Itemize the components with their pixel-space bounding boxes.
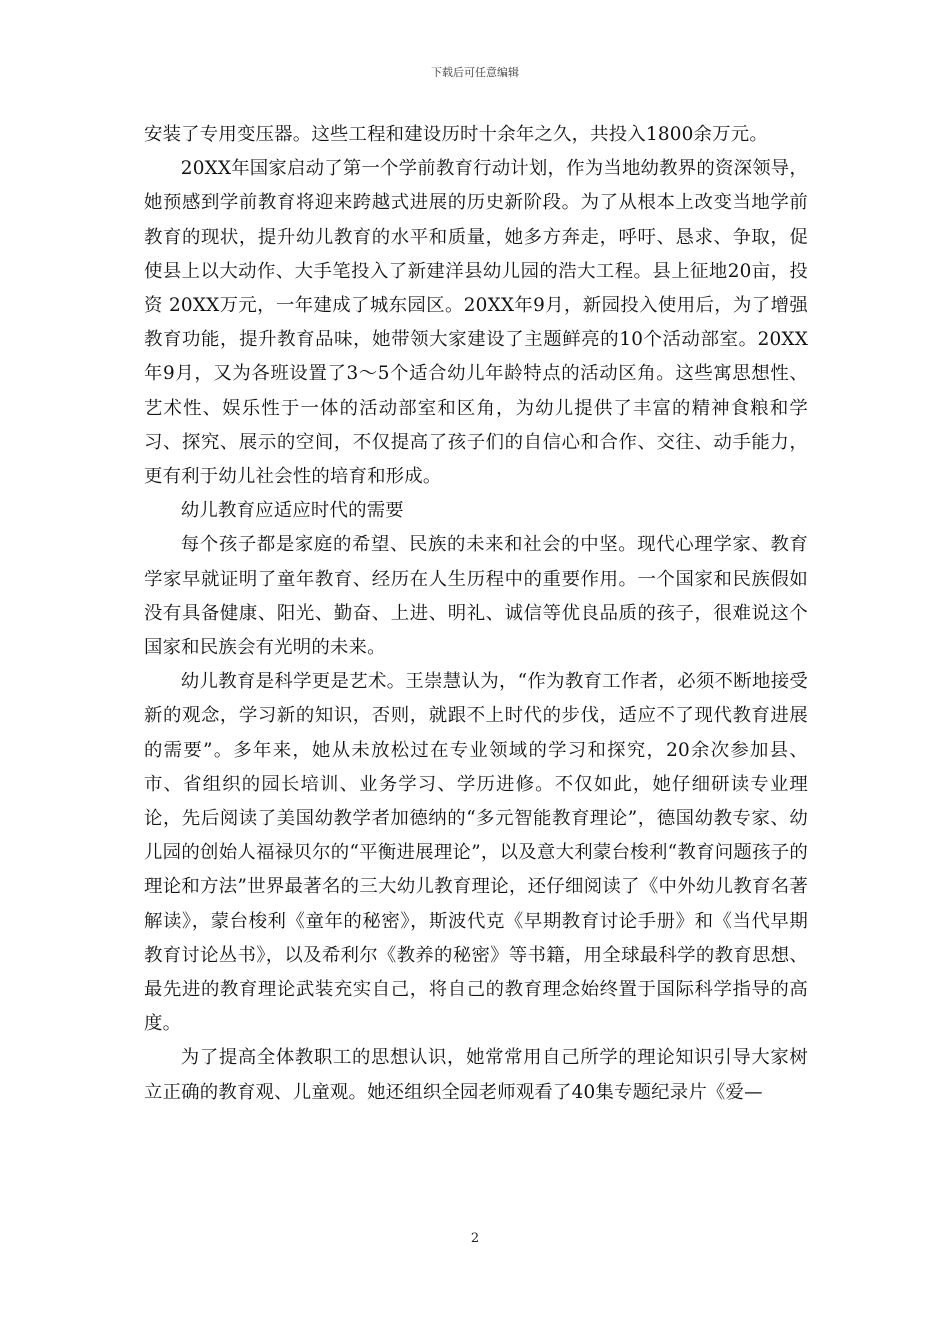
paragraph-5: 为了提高全体教职工的思想认识，她常常用自己所学的理论知识引导大家树立正确的教育观、儿童观。她还组织全园老师观看了40集专题纪录片《爱— [144,1047,808,1103]
paragraph-2: 20XX年国家启动了第一个学前教育行动计划，作为当地幼教界的资深领导，她预感到学前教育将迎来跨越式进展的历史新阶段。为了从根本上改变当地学前教育的现状，提升幼儿教育的水平和质量，她多方奔走，呼吁、恳求、争取，促使县上以大动作、大手笔投入了新建洋县幼儿园的浩大工程。县上征地20亩，投资 20XX万元，一年建成了城东园区。20XX年9月，新园投入使用后，为了增强教育功能，提升教育品味，她带领大家建设了主题鲜亮的10个活动部室。20XX年9月，又为各班设置了3～5个适合幼儿年龄特点的活动区角。这些寓思想性、艺术性、娱乐性于一体的活动部室和区角，为幼儿提供了丰富的精神食粮和学习、探究、展示的空间，不仅提高了孩子们的自信心和合作、交往、动手能力，更有利于幼儿社会性的培育和形成。 [144,158,808,488]
paragraph-1: 安装了专用变压器。这些工程和建设历时十余年之久，共投入1800余万元。 [144,124,768,145]
paragraph-3: 每个孩子都是家庭的希望、民族的未来和社会的中坚。现代心理学家、教育学家早就证明了童年教育、经历在人生历程中的重要作用。一个国家和民族假如没有具备健康、阳光、勤奋、上进、明礼、诚信等优良品质的孩子，很难说这个国家和民族会有光明的未来。 [144,534,808,659]
section-heading: 幼儿教育应适应时代的需要 [180,500,404,522]
page-header: 下载后可任意编辑 [431,66,519,79]
document-body [144,118,808,1110]
paragraph-4: 幼儿教育是科学更是艺术。王崇慧认为，“作为教育工作者，必须不断地接受新的观念，学习新的知识，否则，就跟不上时代的步伐，适应不了现代教育进展的需要”。多年来，她从未放松过在专业领域的学习和探究，20余次参加县、市、省组织的园长培训、业务学习、学历进修。不仅如此，她仔细研读专业理论，先后阅读了美国幼教学者加德纳的“多元智能教育理论”，德国幼教专家、幼儿园的创始人福禄贝尔的“平衡进展理论”，以及意大利蒙台梭利“教育问题孩子的理论和方法”世界最著名的三大幼儿教育理论，还仔细阅读了《中外幼儿教育名著解读》，蒙台梭利《童年的秘密》，斯波代克《早期教育讨论手册》和《当代早期教育讨论丛书》，以及希利尔《教养的秘密》等书籍，用全球最科学的教育思想、最先进的教育理论武装充实自己，将自己的教育理念始终置于国际科学指导的高度。 [144,671,808,1035]
page-number: 2 [470,1231,480,1246]
